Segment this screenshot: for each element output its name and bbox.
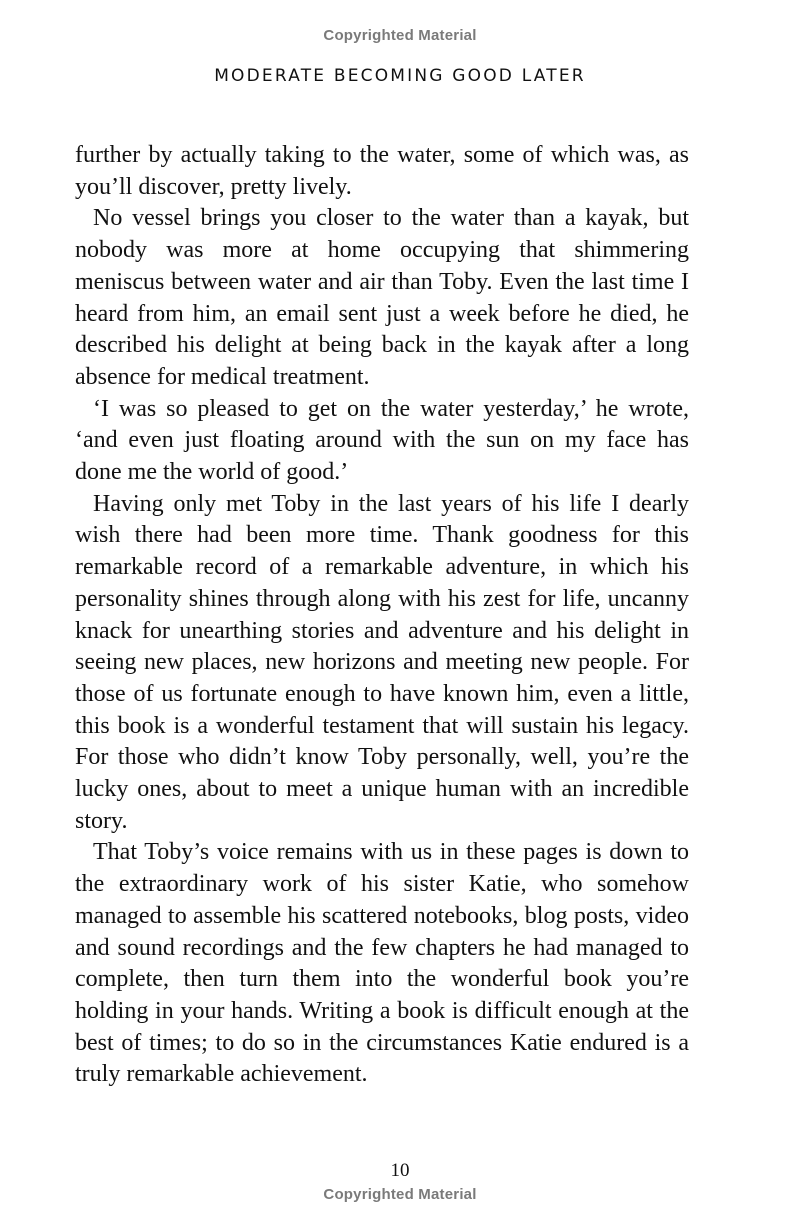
copyright-watermark-bottom: Copyrighted Material (323, 1186, 477, 1203)
paragraph: No vessel brings you closer to the water than a kayak, but nobody was more at home occupying that shimmering meniscus between water and air than Toby. Even the last time I heard from him, an email sent just a week before he died, he described his delight at being back in the kayak after a long absence for medical treatment. (75, 205, 689, 390)
paragraph: ‘I was so pleased to get on the water yesterday,’ he wrote, ‘and even just floating around with the sun on my face has done me the world of good.’ (75, 395, 689, 486)
running-head: MODERATE BECOMING GOOD LATER (214, 66, 586, 86)
paragraph: Having only met Toby in the last years of his life I dearly wish there had been more time. Thank goodness for this remarkable record of a remarkable adventure, in which his personality shines through along with his zest for life, uncanny knack for unearthing stories and adventure and his delight in seeing new places, new horizons and meeting new people. For those of us fortunate enough to have known him, even a little, this book is a wonderful testament that will sustain his legacy. For those who didn’t know Toby personally, well, you’re the lucky ones, about to meet a unique human with an incredible story. (75, 490, 689, 834)
page-number: 10 (390, 1160, 410, 1181)
paragraph: further by actually taking to the water, some of which was, as you’ll discover, pretty lively. (75, 142, 689, 200)
paragraph: That Toby’s voice remains with us in these pages is down to the extraordinary work of his sister Katie, who somehow managed to assemble his scattered notebooks, blog posts, video and sound recordings and the few chapters he had managed to complete, then turn them into the wonderful book you’re holding in your hands. Writing a book is difficult enough at the best of times; to do so in the circumstances Katie endured is a truly remarkable achievement. (75, 839, 689, 1088)
copyright-watermark-top: Copyrighted Material (323, 27, 477, 44)
body-text (75, 140, 689, 1091)
